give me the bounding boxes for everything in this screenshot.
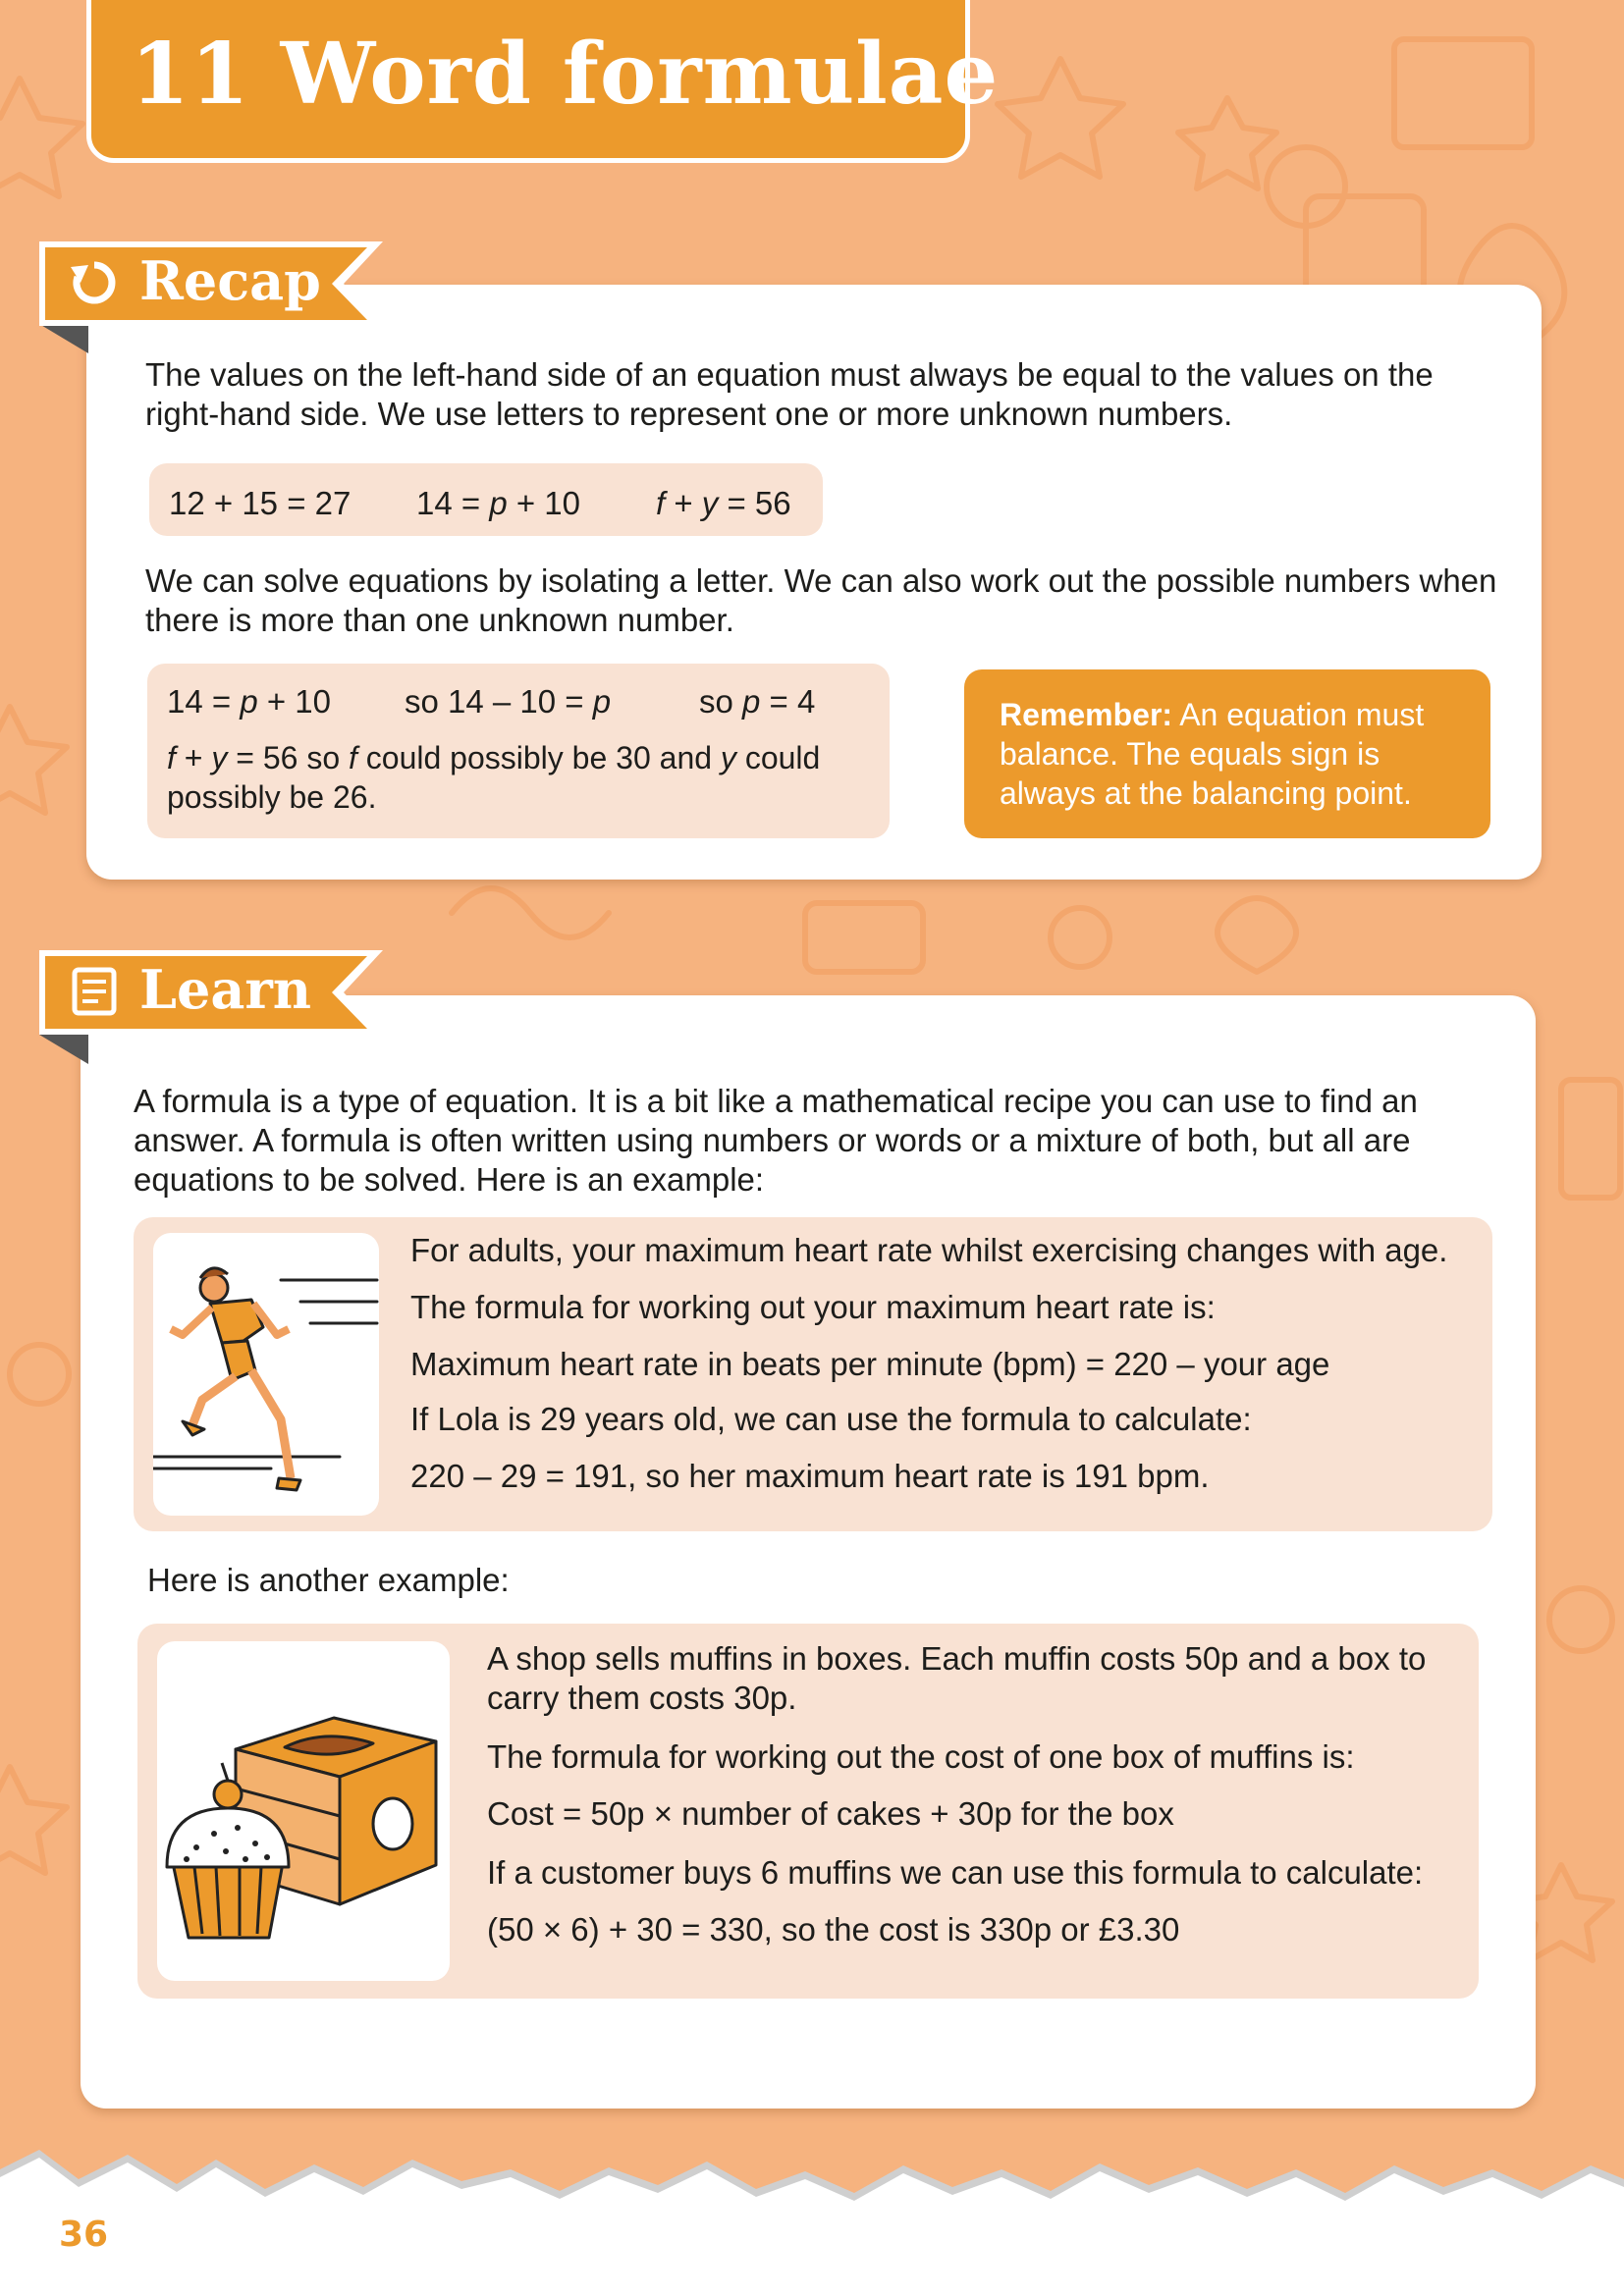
example2-line-3: Cost = 50p × number of cakes + 30p for the box (487, 1795, 1174, 1832)
solve-step-3: so p = 4 (699, 683, 816, 720)
example1-line-1: For adults, your maximum heart rate whilst exercising changes with age. (410, 1232, 1448, 1268)
equation-2: 14 = p + 10 (416, 485, 581, 521)
example1-line-3: Maximum heart rate in beats per minute (bpm) = 220 – your age (410, 1346, 1330, 1382)
equation-3: f + y = 56 (656, 485, 791, 521)
equation-1: 12 + 15 = 27 (169, 485, 352, 521)
page-number: 36 (59, 2215, 109, 2255)
recap-tab-fold (39, 324, 88, 353)
muffin-box-icon (157, 1641, 450, 1981)
learn-intro: A formula is a type of equation. It is a bit like a mathematical recipe you can use to find an answer. A formula is often written using numbers or words or a mixture of both, but all are equations to be solved. Here is an example: (134, 1083, 1418, 1198)
muffin-example (137, 1624, 1479, 1999)
remember-label: Remember: (1000, 697, 1173, 732)
example2-line-2: The formula for working out the cost of one box of muffins is: (487, 1738, 1355, 1775)
solve-step-2: so 14 – 10 = p (405, 683, 612, 720)
example2-line-1: A shop sells muffins in boxes. Each muffin costs 50p and a box to carry them costs 30p. (487, 1640, 1427, 1716)
solve-step-1: 14 = p + 10 (167, 683, 332, 720)
title-banner (86, 0, 1000, 163)
torn-paper-edge (0, 2110, 1624, 2296)
recap-tab (39, 241, 393, 326)
runner-icon (153, 1233, 379, 1516)
another-example-text: Here is another example: (147, 1562, 510, 1598)
notebook-icon (69, 966, 120, 1017)
recap-cycle-icon (69, 257, 120, 308)
heart-rate-example (134, 1217, 1492, 1531)
remember-callout (964, 669, 1490, 838)
solve-text: We can solve equations by isolating a letter. We can also work out the possible numbers when there is more than one unknown number. (145, 562, 1497, 638)
solve-note: f + y = 56 so f could possibly be 30 and y could possibly be 26. (167, 740, 821, 815)
runner-illustration (153, 1233, 379, 1516)
example1-line-5: 220 – 29 = 191, so her maximum heart rate is 191 bpm. (410, 1458, 1210, 1494)
example1-line-2: The formula for working out your maximum heart rate is: (410, 1289, 1216, 1325)
page-title: 11 Word formulae (131, 25, 1000, 124)
example2-line-5: (50 × 6) + 30 = 330, so the cost is 330p or £3.30 (487, 1911, 1180, 1948)
learn-tab (39, 950, 393, 1035)
recap-intro: The values on the left-hand side of an equation must always be equal to the values on the right-hand side. We use letters to represent one or more unknown numbers. (145, 356, 1434, 432)
remember-text: An equation must balance. The equals sign is always at the balancing point. (1000, 697, 1425, 811)
learn-tab-fold (39, 1035, 88, 1064)
learn-label: Learn (139, 958, 312, 1021)
recap-label: Recap (139, 249, 321, 312)
example1-line-4: If Lola is 29 years old, we can use the formula to calculate: (410, 1401, 1252, 1437)
solve-example-box (147, 664, 890, 838)
equations-box (149, 463, 823, 536)
muffin-box-illustration (157, 1641, 450, 1981)
example2-line-4: If a customer buys 6 muffins we can use this formula to calculate: (487, 1854, 1424, 1891)
